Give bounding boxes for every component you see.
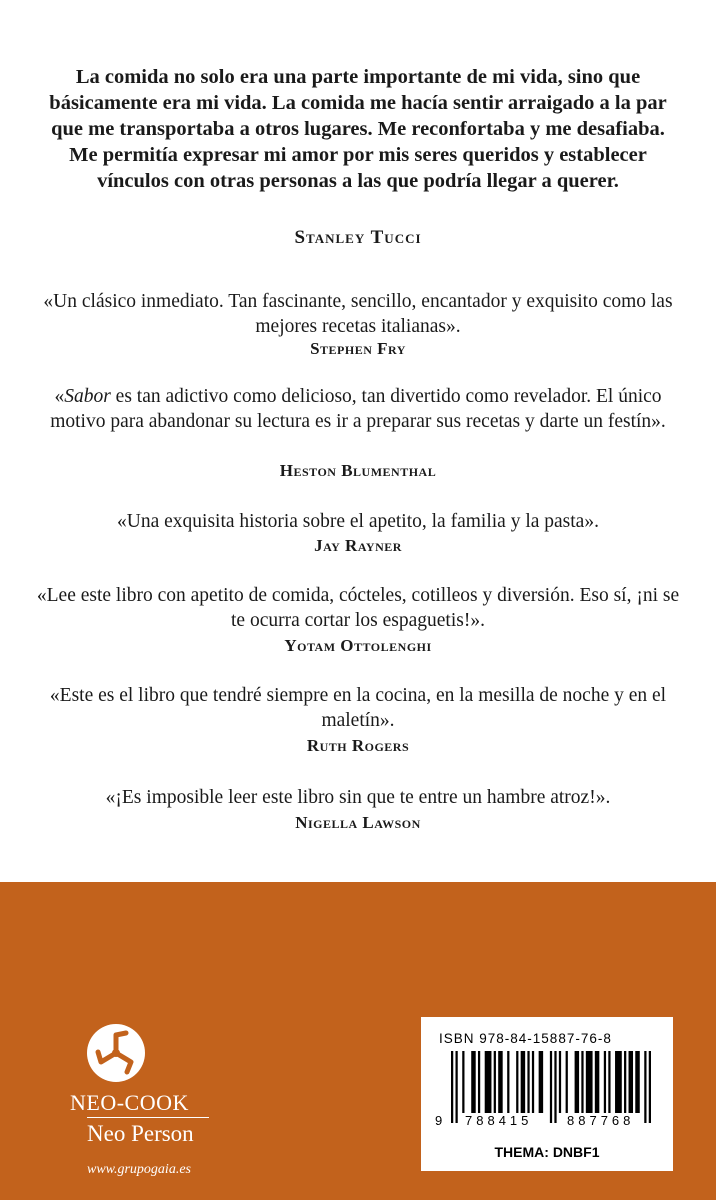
quote-3: «Una exquisita historia sobre el apetito, la familia y la pasta». <box>117 511 599 532</box>
barcode-digits-right: 887768 <box>567 1113 635 1128</box>
brand-divider <box>87 1117 209 1118</box>
quote-1-author: Stephen Fry <box>310 339 406 358</box>
imprint-name: NEO-COOK <box>70 1090 189 1115</box>
publisher-name: Neo Person <box>87 1121 194 1146</box>
barcode-bar <box>494 1051 496 1113</box>
barcode-bar <box>635 1051 639 1113</box>
barcode-bar <box>581 1051 583 1113</box>
barcode-label <box>421 1017 673 1171</box>
quote-4: «Lee este libro con apetito de comida, cócteles, cotilleos y diversión. Eso sí, ¡ni se te ocurra cortar los espaguetis!». <box>36 585 680 631</box>
barcode-bar <box>485 1051 492 1113</box>
lead-author: Stanley Tucci <box>294 227 422 248</box>
quote-2-text: es tan adictivo como delicioso, tan divertido como revelador. El único motivo para abandonar su lectura es ir a preparar sus recetas y darte un festín». <box>50 386 666 432</box>
quote-5-author: Ruth Rogers <box>306 736 410 755</box>
barcode-bar <box>624 1051 626 1113</box>
triskelion-logo-icon <box>86 1023 146 1083</box>
barcode-bar <box>559 1051 561 1113</box>
barcode-bar <box>539 1051 543 1113</box>
barcode-digit-first: 9 <box>435 1113 443 1128</box>
barcode-bar <box>516 1051 518 1113</box>
barcode-bar <box>471 1051 475 1113</box>
quote-2-open: « <box>54 386 65 407</box>
lead-quote: La comida no solo era una parte importante de mi vida, sino que básicamente era mi vida. La comida me hacía sentir arraigado a la par que me transportaba a otros lugares. Me reconfortaba y me desafiaba. Me permitía expresar mi amor por mis seres queridos y establecer vínculos con otras personas a las que podría llegar a querer. <box>49 66 667 192</box>
quote-5: «Este es el libro que tendré siempre en la cocina, en la mesilla de noche y en el maletín». <box>49 685 667 731</box>
barcode-bar <box>527 1051 529 1113</box>
barcode-bar <box>615 1051 622 1113</box>
quote-2-author: Heston Blumenthal <box>279 461 437 480</box>
quote-6: «¡Es imposible leer este libro sin que te entre un hambre atroz!». <box>105 787 611 808</box>
barcode-bar <box>532 1051 534 1113</box>
barcode-bar <box>629 1051 633 1113</box>
barcode-bar <box>586 1051 593 1113</box>
isbn-text: ISBN 978-84-15887-76-8 <box>439 1031 612 1046</box>
barcode-digits-left: 788415 <box>465 1113 533 1128</box>
quote-2 <box>30 384 686 434</box>
barcode-bar <box>566 1051 568 1113</box>
barcode-bar <box>608 1051 610 1113</box>
quote-2-book-title: Sabor <box>64 386 111 407</box>
barcode-bar <box>575 1051 579 1113</box>
publisher-url: www.grupogaia.es <box>87 1162 191 1177</box>
barcode-bar <box>604 1051 606 1113</box>
barcode-bar <box>521 1051 525 1113</box>
quote-1: «Un clásico inmediato. Tan fascinante, sencillo, encantador y exquisito como las mejores recetas italianas». <box>43 291 673 337</box>
barcode-digits <box>435 1113 661 1129</box>
barcode-bar <box>595 1051 599 1113</box>
barcode-bar <box>462 1051 464 1113</box>
quote-3-author: Jay Rayner <box>314 536 402 555</box>
barcode-bar <box>478 1051 480 1113</box>
barcode-bar <box>507 1051 509 1113</box>
quote-6-author: Nigella Lawson <box>295 813 421 832</box>
quote-4-author: Yotam Ottolenghi <box>284 636 432 655</box>
barcode-bar <box>498 1051 502 1113</box>
thema-code: THEMA: DNBF1 <box>494 1144 600 1160</box>
